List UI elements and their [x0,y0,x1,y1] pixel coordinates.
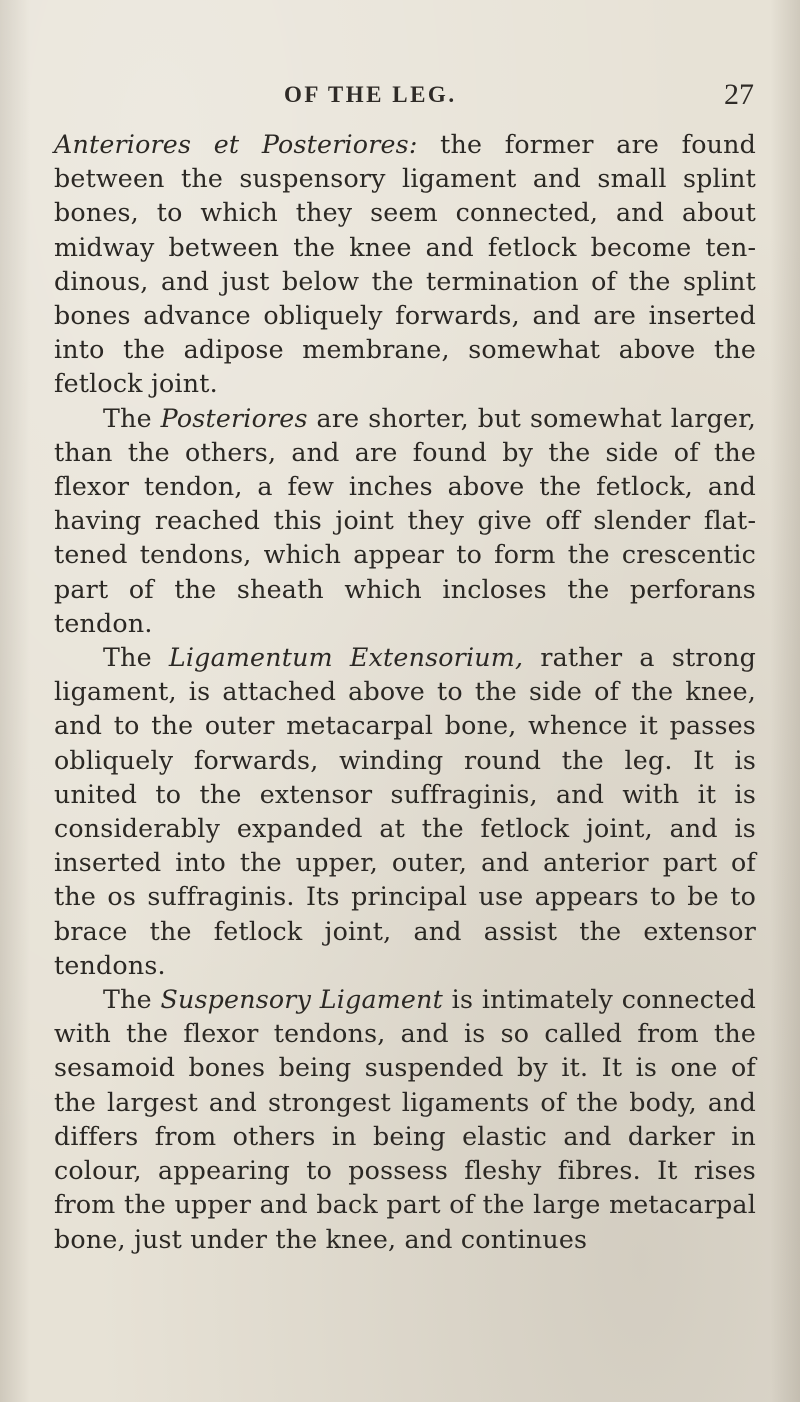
paragraph-posteriores-text: are shorter, but somewhat larger, than the others, and are found by the side of the flexor tendon, a few inches above the fetlock, and having reached this joint they give off slender flattened tendons, which appear to form the crescentic part of the sheath which incloses the perforans tendon. [54,403,756,638]
paragraph-anteriores [54,128,756,402]
running-title: OF THE LEG. [284,82,457,107]
paragraph-posteriores [54,402,756,641]
paragraph-anteriores-term: Anteriores et Posteriores: [54,130,418,159]
running-head [54,78,754,112]
body-text [54,128,756,1257]
paragraph-suspensory-ligament-lead: The [103,985,161,1015]
paragraph-ligamentum-extensorium-lead: The [103,643,169,673]
paragraph-ligamentum-extensorium-text: rather a strong ligament, is attached above to the side of the knee, and to the outer metacarpal bone, whence it passes obliquely forwards, winding round the leg. It is united to the extensor suffraginis, and with it is considerably expanded at the fetlock joint, and is inserted into the upper, outer, and anterior part of the os suffraginis. Its principal use appears to be to brace the fetlock joint, and assist the extensor tendons. [54,643,756,980]
paragraph-anteriores-text: the former are found between the suspensory ligament and small splint bones, to which they seem connected, and about midway between the knee and fetlock become tendinous, and just below the termination of the splint bones advance obliquely forwards, and are inserted into the adipose membrane, somewhat above the fetlock joint. [54,130,757,399]
paragraph-suspensory-ligament [54,983,756,1257]
paragraph-ligamentum-extensorium-term: Ligamentum Extensorium, [168,643,524,673]
paragraph-posteriores-term: Posteriores [160,403,308,433]
paragraph-ligamentum-extensorium [54,641,756,983]
paragraph-suspensory-ligament-text: is intimately connected with the flexor tendons, and is so called from the sesamoid bones being suspended by it. It is one of the largest and strongest ligaments of the body, and differs from others in being elastic and darker in colour, appearing to possess fleshy fibres. It rises from the upper and back part of the large metacarpal bone, just under the knee, and continues [54,985,756,1254]
page-number: 27 [724,78,754,111]
paragraph-suspensory-ligament-term: Suspensory Ligament [160,985,443,1015]
paragraph-posteriores-lead: The [103,403,161,433]
